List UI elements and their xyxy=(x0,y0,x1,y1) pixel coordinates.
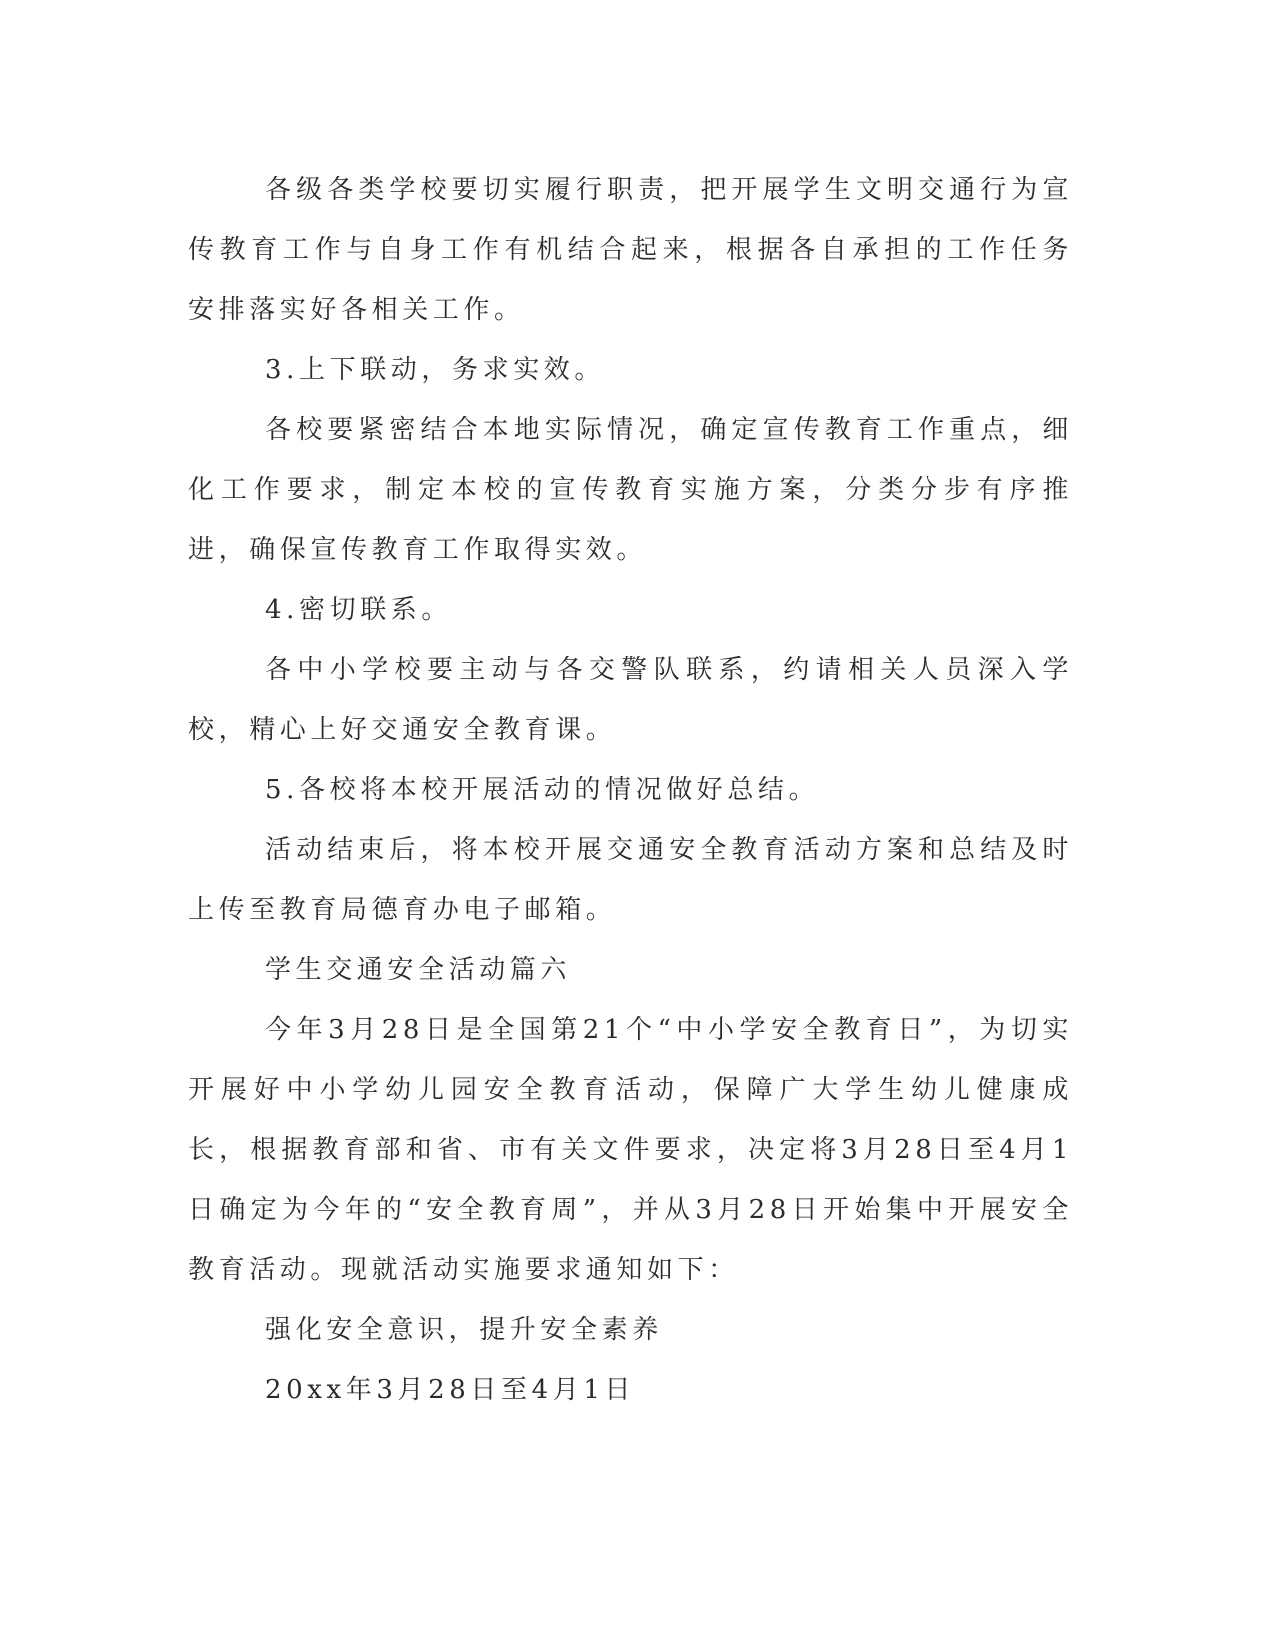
paragraph-summary-upload: 活动结束后，将本校开展交通安全教育活动方案和总结及时上传至教育局德育办电子邮箱。 xyxy=(188,835,1073,925)
activity-dates: 20xx年3月28日至4月1日 xyxy=(265,1375,636,1405)
heading-item-4: 4.密切联系。 xyxy=(265,595,453,625)
paragraph-duties: 各级各类学校要切实履行职责，把开展学生文明交通行为宣传教育工作与自身工作有机结合起来，根据各自承担的工作任务安排落实好各相关工作。 xyxy=(188,175,1073,325)
paragraph-local-plan: 各校要紧密结合本地实际情况，确定宣传教育工作重点，细化工作要求，制定本校的宣传教育实施方案，分类分步有序推进，确保宣传教育工作取得实效。 xyxy=(188,415,1073,565)
paragraph-safety-week-notice: 今年3月28日是全国第21个“中小学安全教育日”，为切实开展好中小学幼儿园安全教育活动，保障广大学生幼儿健康成长，根据教育部和省、市有关文件要求，决定将3月28日至4月1日确定为今年的“安全教育周”，并从3月28日开始集中开展安全教育活动。现就活动实施要求通知如下： xyxy=(188,1015,1073,1285)
heading-item-3: 3.上下联动，务求实效。 xyxy=(265,355,606,385)
paragraph-police-contact: 各中小学校要主动与各交警队联系，约请相关人员深入学校，精心上好交通安全教育课。 xyxy=(188,655,1073,745)
heading-item-5: 5.各校将本校开展活动的情况做好总结。 xyxy=(265,775,820,805)
activity-theme: 强化安全意识，提升安全素养 xyxy=(265,1315,663,1345)
section-title-part-six: 学生交通安全活动篇六 xyxy=(265,955,572,985)
document-body xyxy=(188,160,1073,1420)
